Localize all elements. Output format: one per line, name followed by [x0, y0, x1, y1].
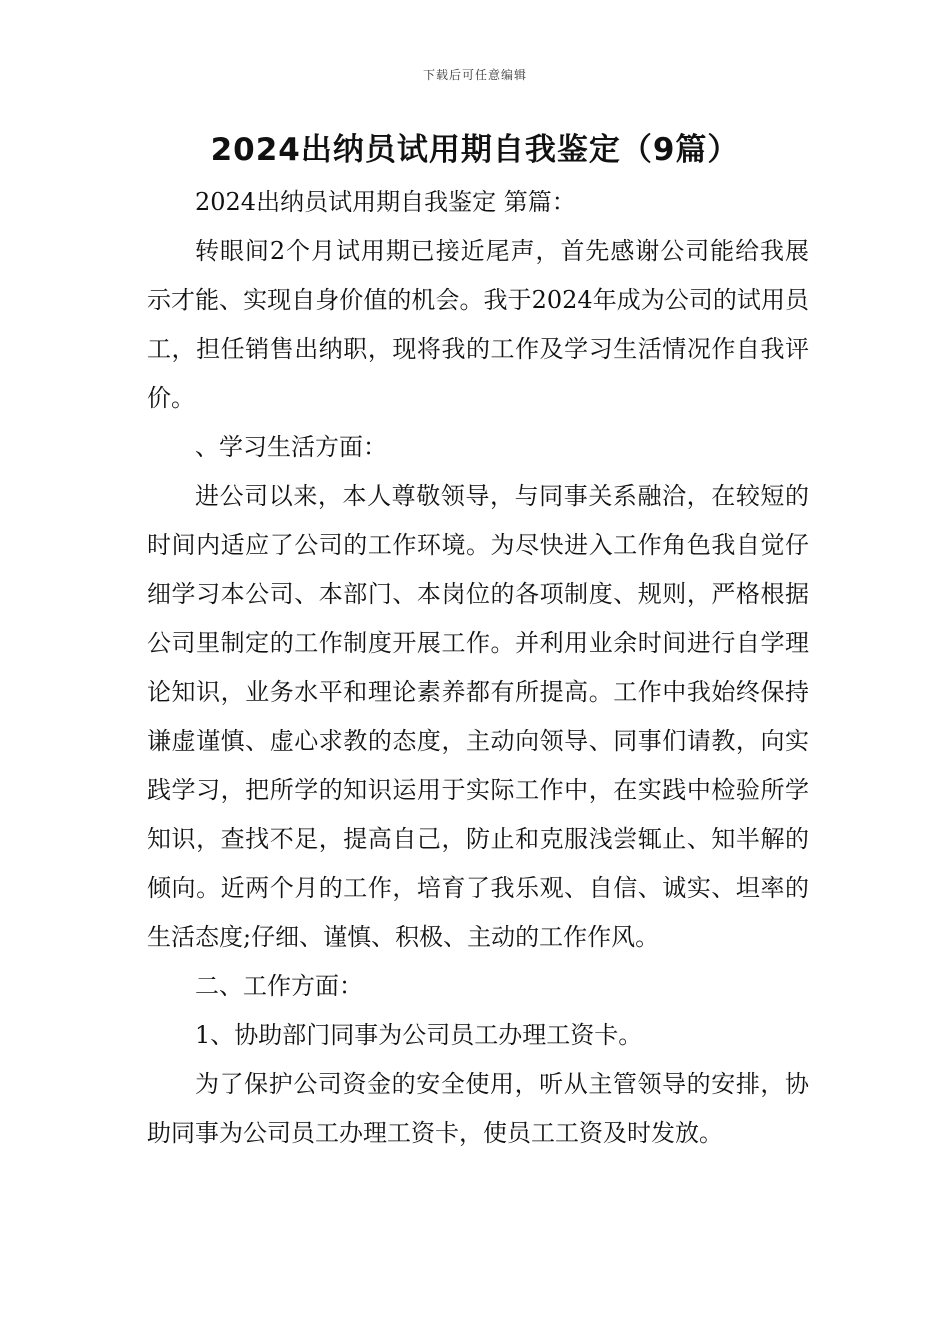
paragraph-subtitle: 2024出纳员试用期自我鉴定 第篇： [195, 188, 576, 216]
paragraph-intro: 转眼间2个月试用期已接近尾声，首先感谢公司能给我展示才能、实现自身价值的机会。我于2024年成为公司的试用员工，担任销售出纳职，现将我的工作及学习生活情况作自我评价。 [147, 237, 809, 412]
header-note: 下载后可任意编辑 [422, 68, 527, 82]
paragraph-work-1: 为了保护公司资金的安全使用，听从主管领导的安排，协助同事为公司员工办理工资卡，使员工工资及时发放。 [147, 1070, 809, 1147]
section-heading-study: 、学习生活方面： [195, 433, 387, 461]
section-heading-work: 二、工作方面： [195, 972, 363, 1000]
paragraph-study: 进公司以来，本人尊敬领导，与同事关系融洽，在较短的时间内适应了公司的工作环境。为尽快进入工作角色我自觉仔细学习本公司、本部门、本岗位的各项制度、规则，严格根据公司里制定的工作制度开展工作。并利用业余时间进行自学理论知识，业务水平和理论素养都有所提高。工作中我始终保持谦虚谨慎、虚心求教的态度，主动向领导、同事们请教，向实践学习，把所学的知识运用于实际工作中，在实践中检验所学知识，查找不足，提高自己，防止和克服浅尝辄止、知半解的倾向。近两个月的工作，培育了我乐观、自信、诚实、坦率的生活态度;仔细、谨慎、积极、主动的工作作风。 [147, 482, 809, 951]
document-title: 2024出纳员试用期自我鉴定（9篇） [210, 132, 740, 168]
work-item-1: 1、协助部门同事为公司员工办理工资卡。 [195, 1021, 643, 1049]
document-body [147, 178, 809, 1158]
